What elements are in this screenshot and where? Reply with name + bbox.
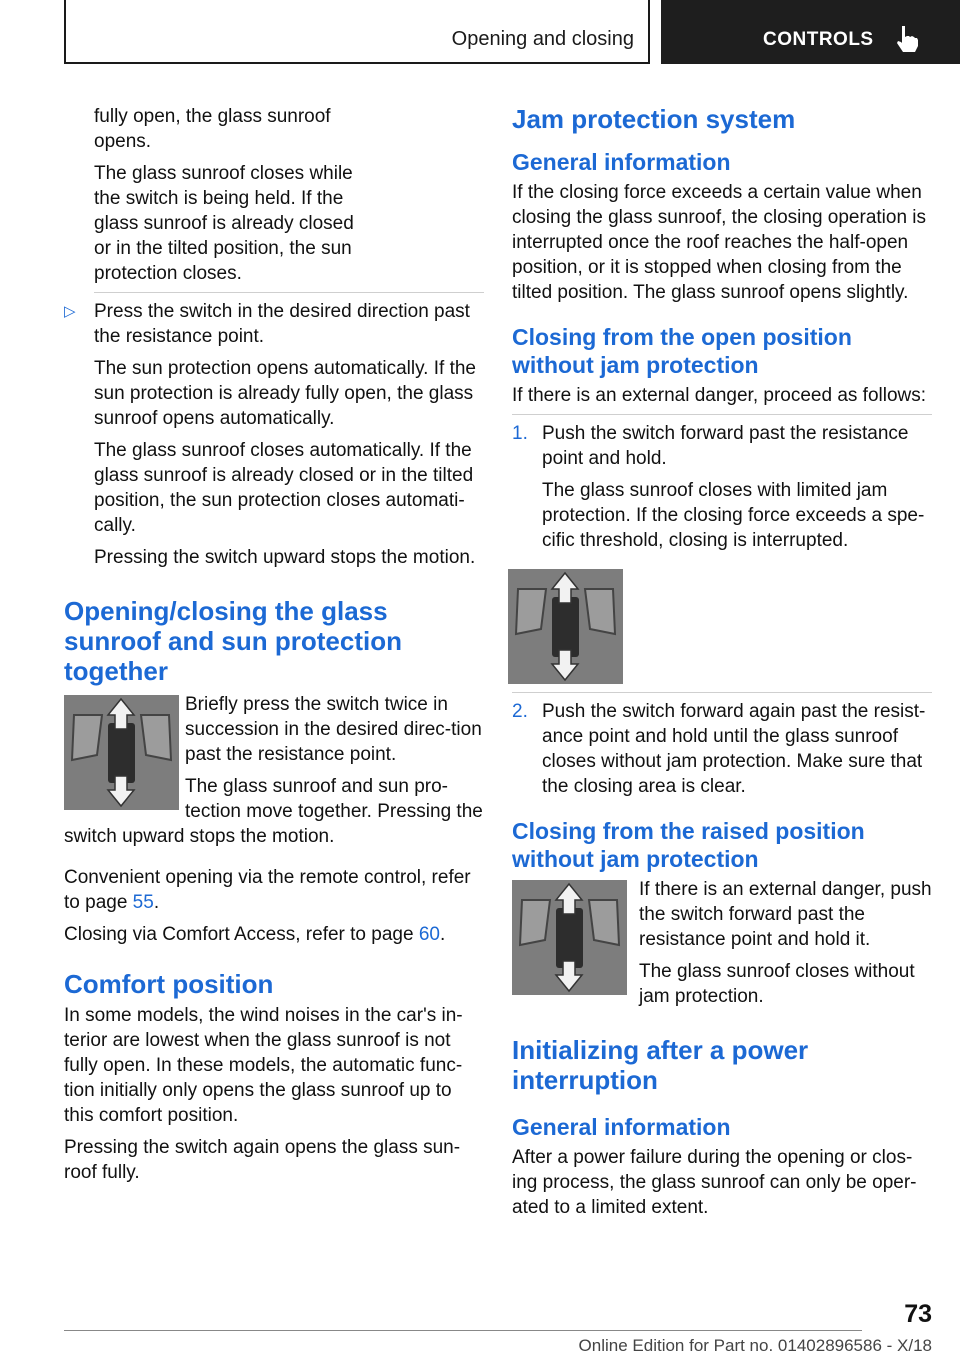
remote-reference: Convenient opening via the remote control, refer to page 55. xyxy=(64,867,471,913)
header-section-title: Opening and closing xyxy=(451,28,634,50)
right-column xyxy=(512,104,932,1220)
subsection-heading: General information xyxy=(512,1114,731,1140)
list-item-paragraph: The glass sunroof closes automatically. If the glass sunroof is already closed or in the tilted position, the sun protection closes automati‐cally. xyxy=(94,440,474,536)
list-item-paragraph: The sun protection opens automatically. If the sun protection is already fully open, the glass sunroof opens automatically. xyxy=(94,358,476,429)
page-number: 73 xyxy=(904,1300,932,1328)
header-chapter-box xyxy=(661,0,960,64)
raised-paragraph: The glass sunroof closes without jam protection. xyxy=(639,961,915,1007)
step-paragraph: The glass sunroof closes with limited jam protection. If the closing force exceeds a spe‐cific threshold, closing is interrupted. xyxy=(542,480,925,551)
together-paragraph: The glass sunroof and sun pro‐tection move together. Pressing the switch upward stops the motion. xyxy=(64,776,483,847)
list-item-paragraph: Pressing the switch upward stops the motion. xyxy=(94,547,476,568)
step-text: Push the switch forward again past the resist‐ance point and hold until the glass sunroof closes without jam protection. Make sure that the closing area is clear. xyxy=(542,701,926,797)
continued-paragraph: The glass sunroof closes while the switch is being held. If the glass sunroof is already closed or in the tilted position, the sun protection closes. xyxy=(94,163,354,284)
switch-illustration xyxy=(508,569,623,684)
together-paragraph: Briefly press the switch twice in succession in the desired direc‐tion past the resistance point. xyxy=(185,694,482,765)
switch-illustration xyxy=(512,880,627,995)
open-position-intro: If there is an external danger, proceed as follows: xyxy=(512,385,927,406)
step-number: 1. xyxy=(512,423,528,444)
subsection-heading: General information xyxy=(512,149,731,175)
list-separator xyxy=(512,414,932,415)
section-heading: Initializing after a power interruption xyxy=(512,1035,809,1095)
list-item xyxy=(512,699,932,799)
together-block xyxy=(64,692,484,849)
switch-illustration xyxy=(64,695,179,810)
comfort-access-reference: Closing via Comfort Access, refer to page 60. xyxy=(64,924,446,945)
page-link-55[interactable]: 55 xyxy=(132,892,154,913)
page-link-60[interactable]: 60 xyxy=(418,924,440,945)
subsection-heading: Closing from the open position without jam protection xyxy=(512,324,852,378)
header-chapter-title: CONTROLS xyxy=(763,29,874,50)
list-item xyxy=(64,299,484,349)
step-number: 2. xyxy=(512,701,528,722)
comfort-paragraph: Pressing the switch again opens the glass sun‐roof fully. xyxy=(64,1137,461,1183)
list-item-text: Press the switch in the desired direction past the resistance point. xyxy=(94,301,470,347)
raised-paragraph: If there is an external danger, push the switch forward past the resistance point and hold it. xyxy=(639,879,932,950)
list-separator xyxy=(94,292,484,293)
list-separator xyxy=(512,692,932,693)
comfort-paragraph: In some models, the wind noises in the car's in‐terior are lowest when the glass sunroof is not fully open. In these models, the automatic func‐tion initially only opens the glass sunroof up to this comfort position. xyxy=(64,1005,463,1126)
footer-edition: Online Edition for Part no. 01402896586 - X/18 xyxy=(578,1336,932,1355)
raised-block xyxy=(512,877,932,1009)
bullet-marker-icon: ▷ xyxy=(64,303,76,320)
left-column xyxy=(64,104,484,1185)
subsection-heading: Closing from the raised position without jam protection xyxy=(512,818,865,872)
pointing-hand-icon xyxy=(893,24,921,54)
step-text: Push the switch forward past the resistance point and hold. xyxy=(542,423,909,469)
list-item xyxy=(512,421,932,471)
init-paragraph: After a power failure during the opening or clos‐ing process, the glass sunroof can only be oper‐ated to a limited extent. xyxy=(512,1147,917,1218)
section-heading: Jam protection system xyxy=(512,104,796,134)
section-heading: Comfort position xyxy=(64,969,274,999)
general-info-paragraph: If the closing force exceeds a certain value when closing the glass sunroof, the closing operation is interrupted once the roof reaches the half-open position, or it is stopped when closing from the tilted position. The glass sunroof opens slightly. xyxy=(512,182,927,303)
continued-paragraph: fully open, the glass sunroof opens. xyxy=(94,106,331,152)
section-heading: Opening/closing the glass sunroof and sun protection together xyxy=(64,596,402,686)
footer-divider xyxy=(64,1330,862,1331)
header-section-box xyxy=(64,0,650,64)
